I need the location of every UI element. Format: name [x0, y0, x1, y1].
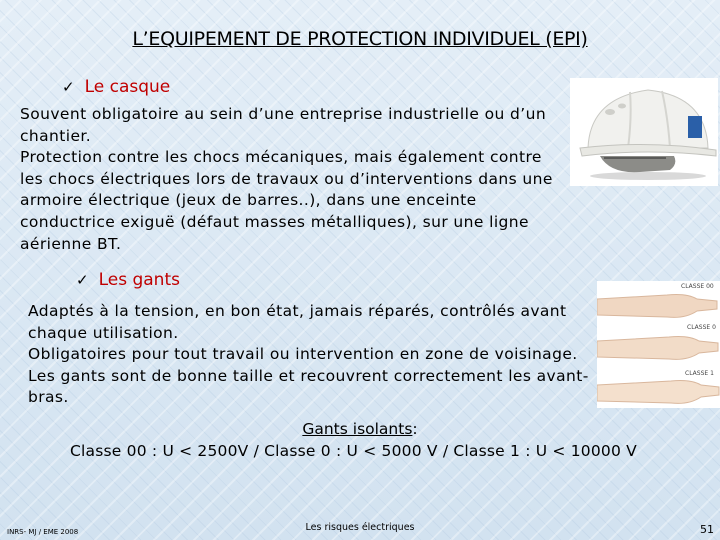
glove-label: CLASSE 1 [685, 370, 714, 377]
footer-source: INRS- MJ / EME 2008 [7, 528, 79, 536]
glove-label: CLASSE 0 [687, 324, 716, 331]
section-heading-casque [62, 77, 170, 97]
checkmark-icon: ✓ [76, 271, 89, 289]
heading-label: Les gants [98, 270, 180, 290]
text-line: Protection contre les chocs mécaniques, mais également contre [20, 148, 542, 167]
gloves-photo [597, 281, 720, 408]
text-line: Les gants sont de bonne taille et recouvrent correctement les avant- [28, 366, 589, 385]
glove-label: CLASSE 00 [681, 283, 714, 290]
page-number: 51 [700, 523, 714, 536]
text-line: Souvent obligatoire au sein d’une entreprise industrielle ou d’un [20, 105, 547, 123]
text-line: bras. [28, 388, 69, 407]
text-line: conductrice exiguë (défaut masses métalliques), sur une ligne [20, 212, 529, 231]
text-line: chaque utilisation. [28, 323, 179, 342]
heading-label: Le casque [84, 77, 171, 97]
slide-title: L’EQUIPEMENT DE PROTECTION INDIVIDUEL (EPI) [132, 28, 588, 50]
footer-topic: Les risques électriques [305, 522, 415, 533]
checkmark-icon: ✓ [62, 78, 75, 96]
gants-isolants-colon: : [412, 420, 418, 438]
text-line: chantier. [20, 126, 92, 145]
casque-paragraph [20, 104, 565, 255]
helmet-photo [570, 78, 718, 186]
gants-isolants-label: Gants isolants [302, 420, 413, 438]
text-line: Obligatoires pour tout travail ou intervention en zone de voisinage. [28, 345, 578, 364]
text-line: Adaptés à la tension, en bon état, jamais réparés, contrôlés avant [28, 302, 567, 320]
section-heading-gants [76, 270, 180, 290]
gants-classes-line: Classe 00 : U < 2500V / Classe 0 : U < 5000 V / Classe 1 : U < 10000 V [70, 442, 637, 460]
text-line: armoire électrique (jeux de barres..), dans une enceinte [20, 191, 477, 210]
gants-paragraph [28, 301, 600, 409]
text-line: les chocs électriques lors de travaux ou d’interventions dans une [20, 169, 553, 188]
text-line: aérienne BT. [20, 234, 122, 253]
gants-isolants-heading [0, 420, 720, 438]
